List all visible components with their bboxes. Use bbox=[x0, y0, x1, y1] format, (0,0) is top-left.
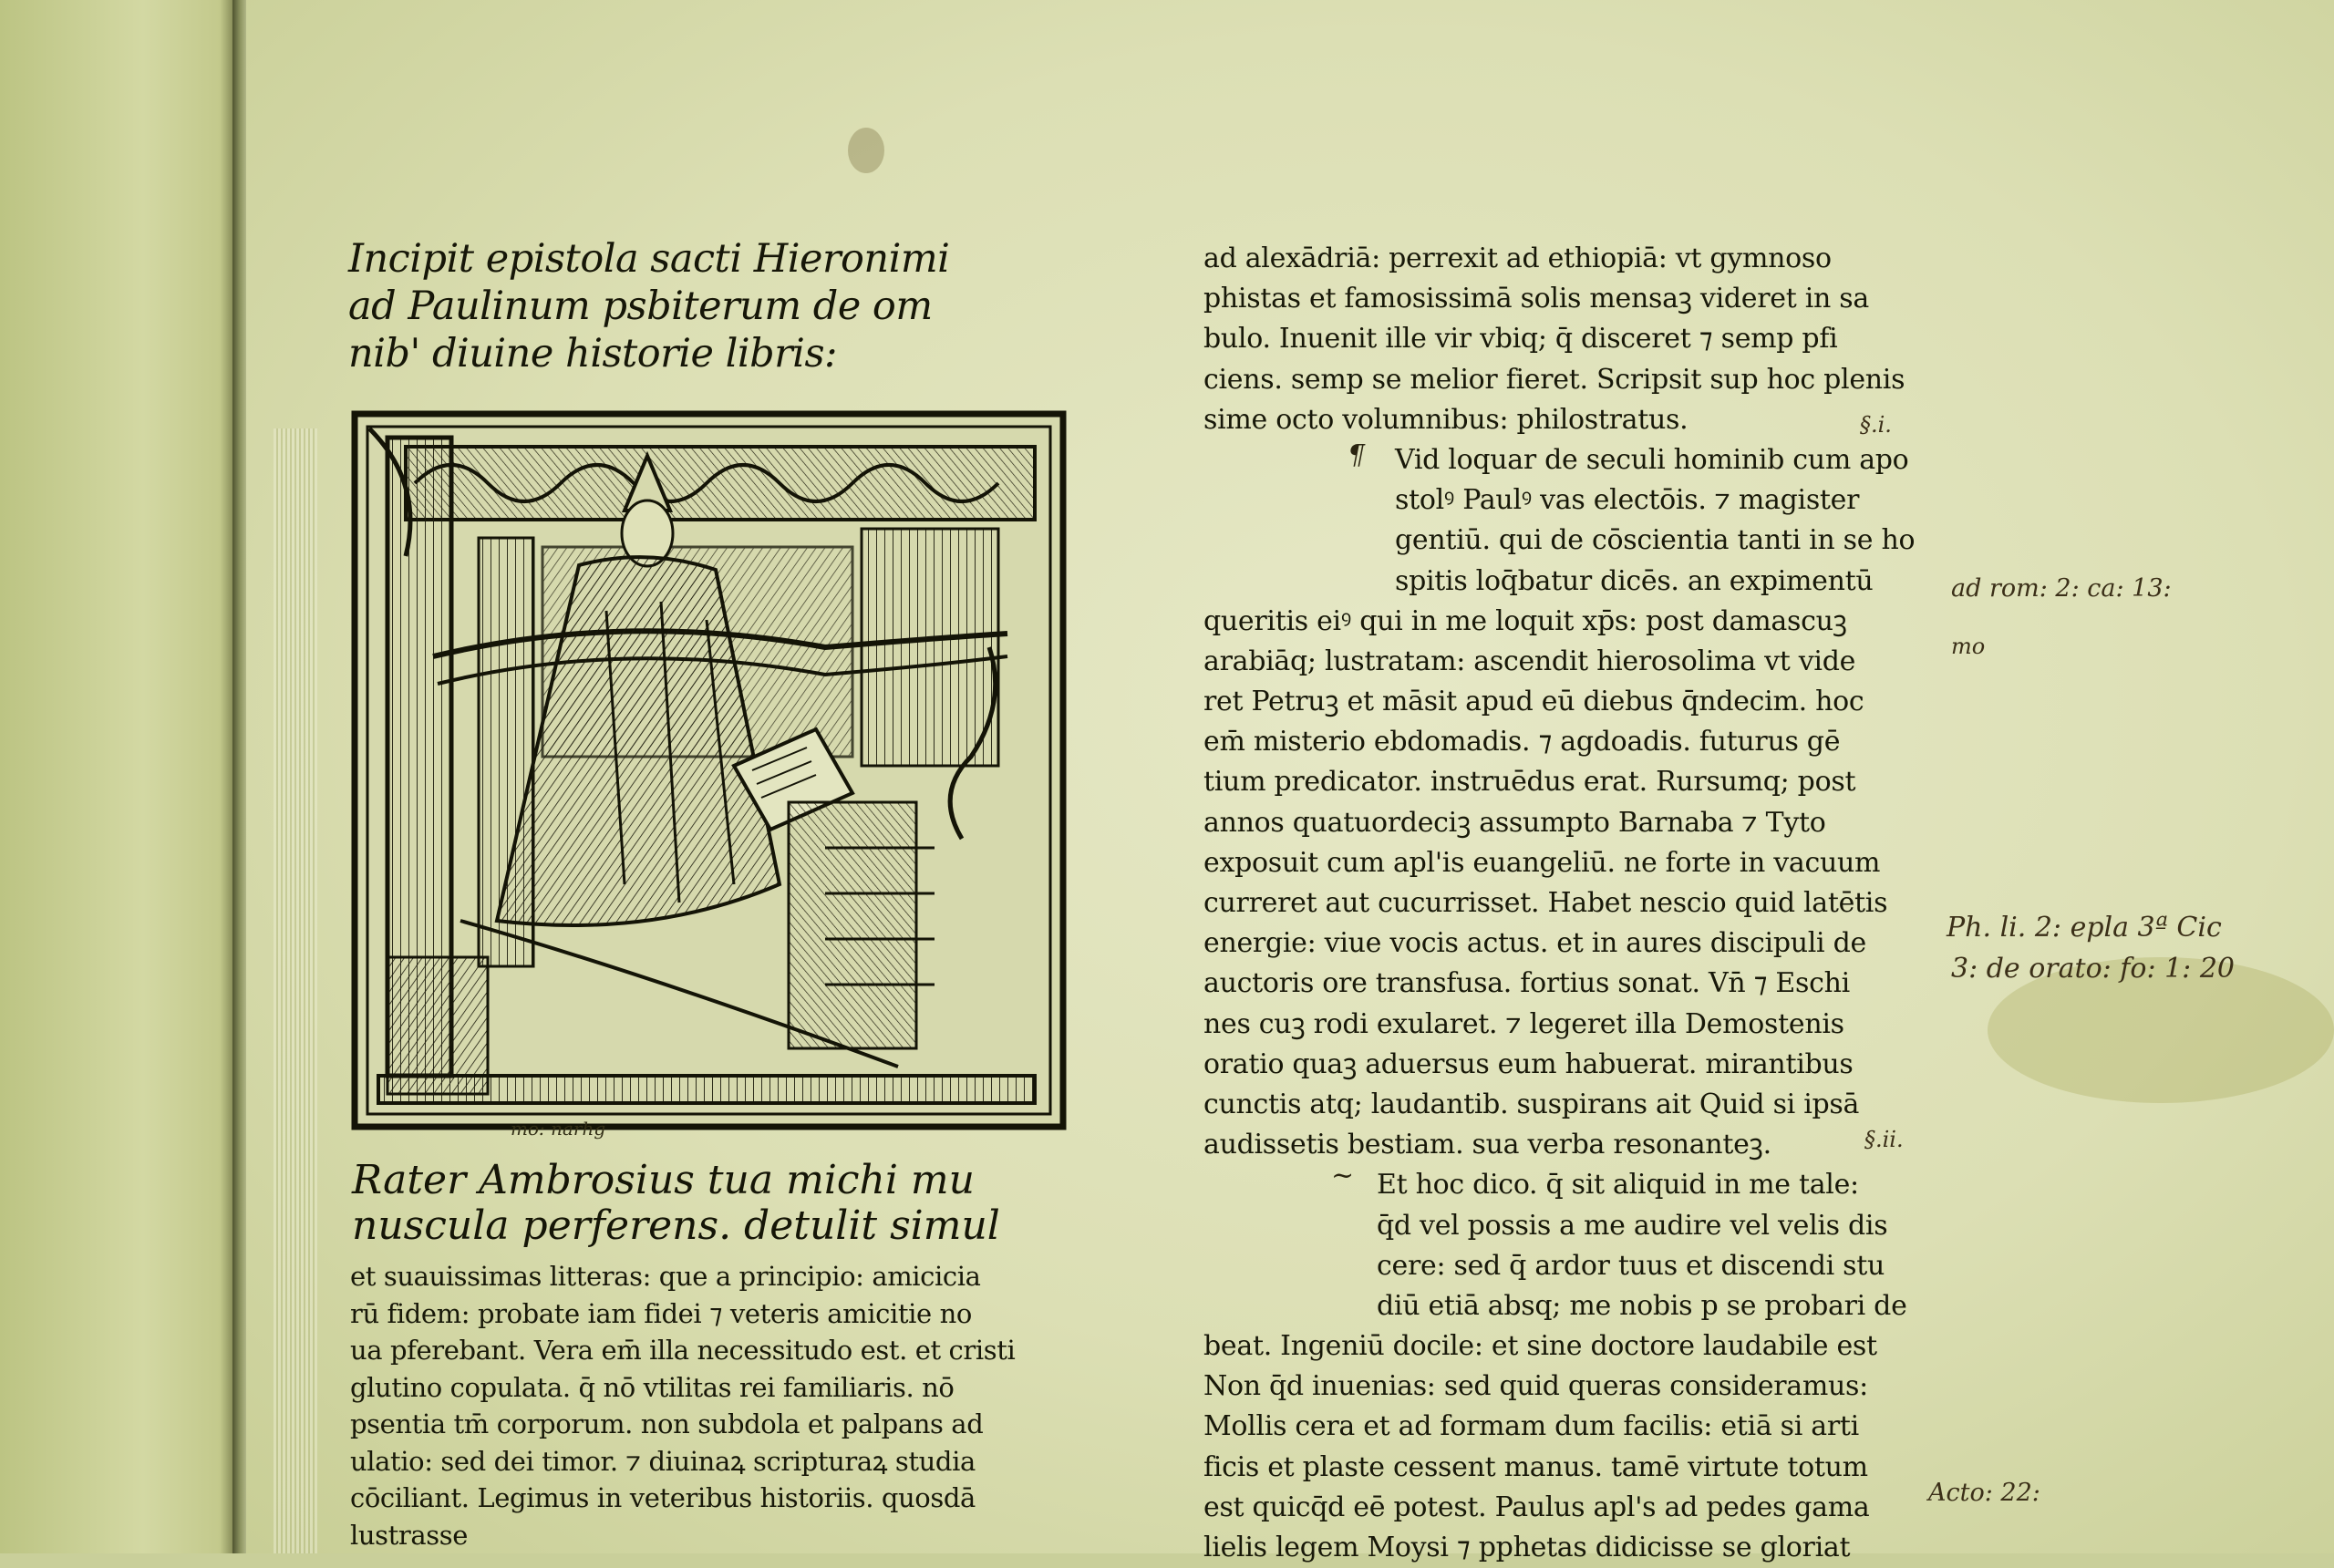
woodcut-illustration bbox=[351, 410, 1067, 1130]
text-line: Non q̄d inuenias: sed quid queras consideramus: bbox=[1203, 1370, 1868, 1403]
text-line: et suauissimas litteras: que a principio: amicicia bbox=[350, 1261, 981, 1292]
text-line: bulo. Inuenit ille vir vbiq; q̄ disceret ⁊ semp pfi bbox=[1203, 323, 1838, 356]
text-line: audissetis bestiam. sua verba resonanteꝫ. bbox=[1203, 1129, 1771, 1161]
marginal-note: §.ii. bbox=[1864, 1127, 1904, 1152]
marginal-note: §.i. bbox=[1860, 412, 1892, 438]
text-line: ua pferebant. Vera em̄ illa necessitudo est. et cristi bbox=[350, 1335, 1016, 1366]
text-line: Mollis cera et ad formam dum facilis: etiā si arti bbox=[1203, 1410, 1859, 1443]
text-line: em̄ misterio ebdomadis. ⁊ agdoadis. futurus gē bbox=[1203, 726, 1841, 758]
text-line: auctoris ore transfusa. fortius sonat. Vn̄ ⁊ Eschi bbox=[1203, 967, 1850, 1000]
incipit-line: nuscula perferens. detulit simul bbox=[352, 1202, 1000, 1249]
text-line: oratio quaꝫ aduersus eum habuerat. mirantibus bbox=[1203, 1047, 1854, 1080]
stain bbox=[848, 128, 884, 173]
text-line: cere: sed q̄ ardor tuus et discendi stu bbox=[1377, 1249, 1885, 1282]
incipit-line: Rater Ambrosius tua michi mu bbox=[352, 1157, 975, 1203]
marginal-note: mo bbox=[1951, 634, 1986, 659]
paragraph-mark: ~ bbox=[1331, 1160, 1355, 1191]
text-line: ficis et plaste cessent manus. tamē virtute totum bbox=[1203, 1450, 1868, 1483]
text-line: lielis legem Moysi ⁊ pphetas didicisse se gloriat bbox=[1203, 1532, 1851, 1563]
text-line: energie: viue vocis actus. et in aures discipuli de bbox=[1203, 927, 1866, 960]
right-column-text bbox=[1203, 239, 1951, 1568]
text-line: spitis loq̄batur dicēs. an expimentū bbox=[1395, 564, 1874, 597]
woodcut-signature: mo: narhg bbox=[511, 1118, 606, 1140]
text-line: est quicq̄d eē potest. Paulus apl's ad pedes gama bbox=[1203, 1491, 1870, 1523]
book-heading bbox=[348, 235, 1078, 377]
text-line: tium predicator. instruēdus erat. Rursumq; post bbox=[1203, 766, 1856, 799]
page-edges bbox=[274, 428, 317, 1553]
text-line: nes cuꝫ rodi exularet. ⁊ legeret illa Demostenis bbox=[1203, 1007, 1844, 1040]
text-line: lustrasse bbox=[350, 1519, 468, 1551]
marginal-note: ad rom: 2: ca: 13: bbox=[1951, 574, 2172, 603]
left-column-text bbox=[350, 1258, 1079, 1553]
text-line: phistas et famosissimā solis mensaꝫ videret in sa bbox=[1203, 283, 1869, 315]
text-line: rū fidem: probate iam fidei ⁊ veteris amicitie no bbox=[350, 1297, 972, 1329]
text-line: curreret aut cucurrisset. Habet nescio quid latētis bbox=[1203, 887, 1888, 919]
heading-line: nib' diuine historie libris: bbox=[348, 331, 837, 377]
facing-page-left bbox=[0, 0, 239, 1553]
text-line: sime octo volumnibus: philostratus. bbox=[1203, 403, 1689, 436]
heading-line: ad Paulinum psbiterum de om bbox=[348, 284, 933, 329]
text-line: cōciliant. Legimus in veteribus historiis. quosdā bbox=[350, 1482, 976, 1513]
heading-block bbox=[348, 235, 1078, 377]
text-line: Et hoc dico. q̄ sit aliquid in me tale: bbox=[1377, 1169, 1859, 1202]
heading-line: Incipit epistola sacti Hieronimi bbox=[348, 236, 950, 282]
text-line: exposuit cum apl'is euangeliū. ne forte in vacuum bbox=[1203, 846, 1881, 879]
marginal-note: Ph. li. 2: epla 3ª Cic bbox=[1947, 912, 2222, 944]
text-line: ulatio: sed dei timor. ⁊ diuinaꝝ scripturaꝝ studia bbox=[350, 1445, 976, 1477]
text-line: arabiāq; lustratam: ascendit hierosolima vt vide bbox=[1203, 645, 1856, 677]
text-line: beat. Ingeniū docile: et sine doctore laudabile est bbox=[1203, 1330, 1877, 1363]
text-line: glutino copulata. q̄ nō vtilitas rei familiaris. nō bbox=[350, 1371, 955, 1403]
text-line: stolꝰ Paulꝰ vas electōis. ⁊ magister bbox=[1395, 484, 1860, 517]
marginal-note: Acto: 22: bbox=[1928, 1479, 2040, 1507]
text-line: ret Petruꝫ et māsit apud eū diebus q̄ndecim. hoc bbox=[1203, 686, 1864, 718]
marginal-note: 3: de orato: fo: 1: 20 bbox=[1951, 953, 2235, 985]
text-line: cunctis atq; laudantib. suspirans ait Quid si ipsā bbox=[1203, 1088, 1860, 1120]
text-line: queritis eiꝰ qui in me loquit xp̄s: post damascuꝫ bbox=[1203, 604, 1847, 637]
paragraph-mark: ¶ bbox=[1348, 439, 1366, 471]
text-line: q̄d vel possis a me audire vel velis dis bbox=[1377, 1209, 1888, 1242]
text-line: annos quatuordeciꝫ assumpto Barnaba ⁊ Tyto bbox=[1203, 806, 1826, 839]
text-line: ad alexādriā: perrexit ad ethiopiā: vt gymnoso bbox=[1203, 242, 1832, 274]
incipit-block bbox=[352, 1158, 1081, 1249]
text-line: psentia tm̄ corporum. non subdola et palpans ad bbox=[350, 1408, 984, 1439]
text-line: gentiū. qui de cōscientia tanti in se ho bbox=[1395, 524, 1916, 557]
text-line: diū etiā absq; me nobis p se probari de bbox=[1377, 1289, 1907, 1322]
text-line: Vid loquar de seculi hominib cum apo bbox=[1395, 443, 1909, 476]
text-line: ciens. semp se melior fieret. Scripsit sup hoc plenis bbox=[1203, 363, 1905, 396]
